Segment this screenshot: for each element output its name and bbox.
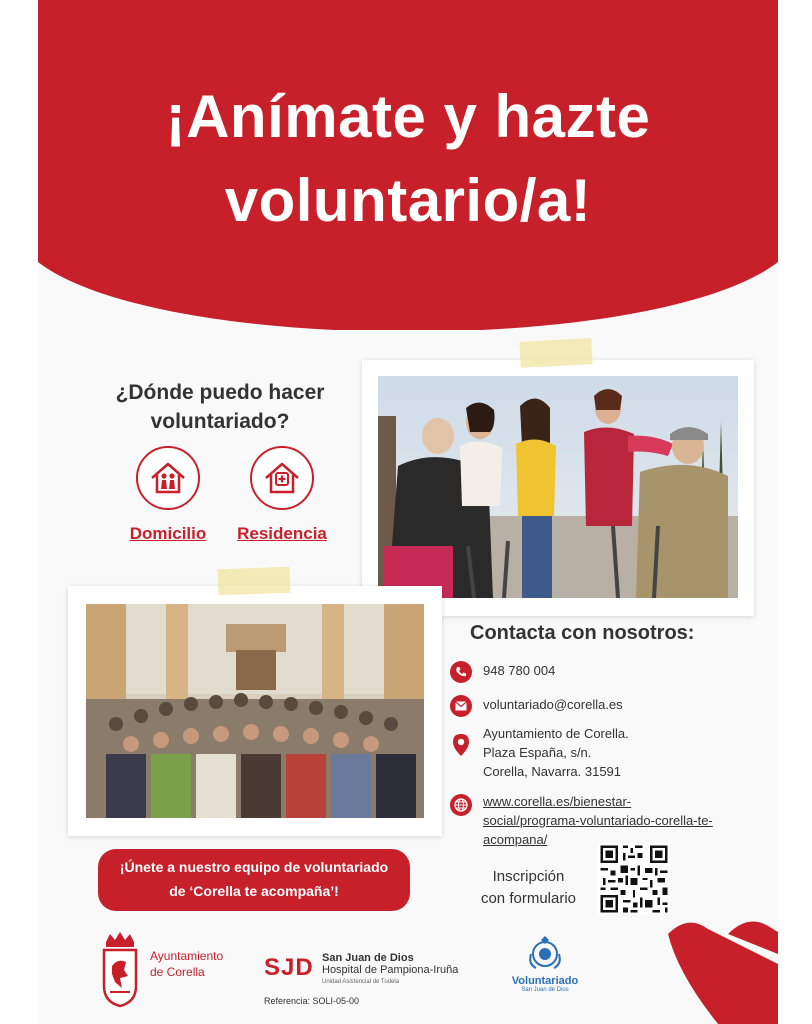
reference-code: Referencia: SOLI-05-00	[264, 996, 360, 1006]
inscription-label	[476, 866, 581, 910]
address-line-3: Corella, Navarra. 31591	[483, 764, 622, 779]
web-link-line-3[interactable]: acompana/	[483, 832, 548, 847]
outdoor-group-photo	[378, 376, 738, 598]
ayuntamiento-logo	[100, 930, 250, 1010]
title-line-2: voluntario/a!	[224, 167, 592, 234]
inscription-line-1: Inscripción	[492, 868, 565, 885]
voluntariado-sublabel: San Juan de Dios	[521, 987, 569, 993]
residence-icon	[250, 446, 314, 510]
join-banner	[98, 849, 410, 911]
place-residencia[interactable]	[232, 446, 332, 544]
email-address[interactable]: voluntariado@corella.es	[483, 697, 623, 712]
photo-frame-indoor	[68, 586, 442, 836]
poster	[38, 0, 778, 1024]
qr-code[interactable]	[598, 843, 670, 915]
sjd-abbreviation: SJD	[264, 954, 314, 981]
where-question	[100, 378, 340, 436]
corner-decoration	[648, 914, 778, 1024]
place-label-domicilio[interactable]: Domicilio	[129, 524, 207, 543]
page-title	[38, 75, 778, 243]
photo-frame-outdoor	[362, 360, 754, 616]
location-pin-icon	[450, 734, 472, 756]
sjd-line-3: Unidad Asistencial de Tudela	[322, 979, 400, 985]
ayuntamiento-line-1: Ayuntamiento	[150, 949, 224, 963]
address-line-1: Ayuntamiento de Corella.	[483, 726, 629, 741]
home-elderly-icon	[136, 446, 200, 510]
indoor-group-photo	[86, 604, 424, 818]
web-link[interactable]	[483, 792, 713, 849]
contact-web[interactable]	[450, 792, 713, 849]
contact-title: Contacta con nosotros:	[470, 622, 695, 644]
tape-decoration-2	[218, 567, 291, 595]
address-text	[483, 724, 629, 781]
contact-email[interactable]	[450, 695, 623, 717]
place-label-residencia[interactable]: Residencia	[237, 524, 327, 543]
ayuntamiento-crest-icon	[100, 930, 140, 1008]
web-link-line-2[interactable]: social/programa-voluntariado-corella-te-	[483, 813, 713, 828]
voluntariado-logo	[500, 936, 590, 1000]
phone-icon	[450, 661, 472, 683]
sjd-logo	[264, 950, 474, 994]
contact-phone[interactable]	[450, 661, 555, 683]
join-line-2: de ‘Corella te acompaña’!	[169, 883, 339, 899]
where-question-line-1: ¿Dónde puedo hacer	[115, 381, 325, 404]
join-line-1: ¡Únete a nuestro equipo de voluntariado	[119, 859, 389, 875]
contact-address	[450, 724, 629, 781]
voluntariado-label: Voluntariado	[511, 975, 579, 987]
voluntariado-emblem-icon	[528, 936, 562, 970]
title-line-1: ¡Anímate y hazte	[165, 83, 651, 150]
place-domicilio[interactable]	[118, 446, 218, 544]
inscription-line-2: con formulario	[480, 890, 577, 907]
mail-icon	[450, 695, 472, 717]
tape-decoration	[519, 338, 592, 368]
phone-number[interactable]: 948 780 004	[483, 663, 556, 678]
address-line-2: Plaza España, s/n.	[483, 745, 592, 760]
ayuntamiento-line-2: de Corella	[150, 965, 205, 979]
globe-icon	[450, 794, 472, 816]
where-question-line-2: voluntariado?	[150, 410, 290, 433]
sjd-line-1: San Juan de Dios	[322, 952, 414, 964]
web-link-line-1[interactable]: www.corella.es/bienestar-	[483, 794, 632, 809]
sjd-line-2: Hospital de Pampiona-Iruña	[322, 964, 459, 976]
